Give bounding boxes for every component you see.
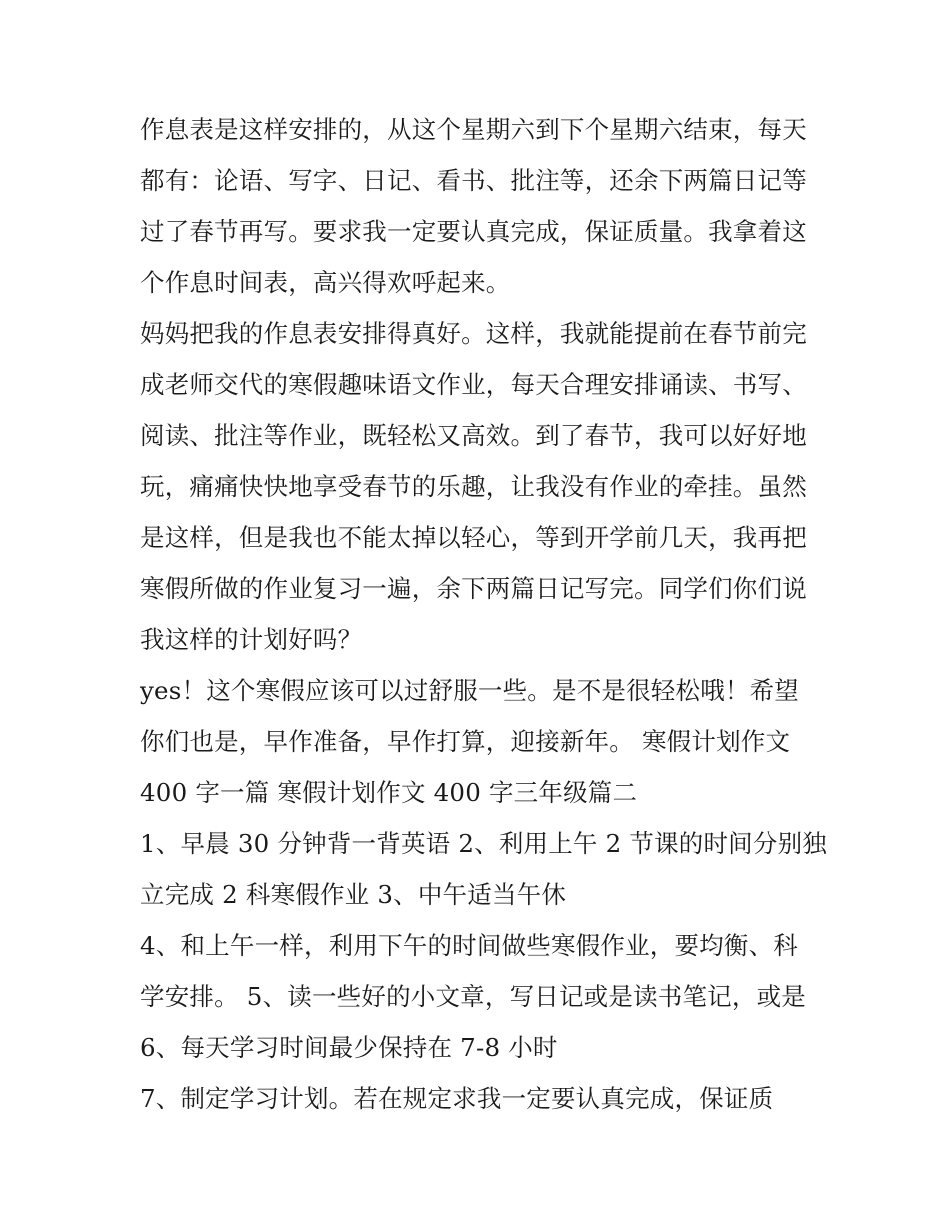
- text-line: 作息表是这样安排的，从这个星期六到下个星期六结束，每天: [140, 115, 807, 144]
- text-line: yes！这个寒假应该可以过舒服一些。是不是很轻松哦！希望: [140, 676, 800, 705]
- text-line: 我这样的计划好吗？: [140, 625, 363, 654]
- text-line: 4、和上午一样，利用下午的时间做些寒假作业，要均衡、科: [140, 931, 798, 960]
- text-line: 学安排。 5、读一些好的小文章，写日记或是读书笔记，或是: [140, 982, 806, 1011]
- text-line: 立完成 2 科寒假作业 3、中午适当午休: [140, 880, 567, 909]
- text-line: 寒假所做的作业复习一遍，余下两篇日记写完。同学们你们说: [140, 574, 807, 603]
- text-line: 你们也是，早作准备，早作打算，迎接新年。 寒假计划作文: [140, 727, 791, 756]
- text-line: 过了春节再写。要求我一定要认真完成，保证质量。我拿着这: [140, 217, 807, 246]
- text-line: 妈妈把我的作息表安排得真好。这样，我就能提前在春节前完: [140, 319, 807, 348]
- text-line: 6、每天学习时间最少保持在 7-8 小时: [140, 1033, 558, 1062]
- text-line: 是这样，但是我也不能太掉以轻心，等到开学前几天，我再把: [140, 523, 807, 552]
- text-line: 1、早晨 30 分钟背一背英语 2、利用上午 2 节课的时间分别独: [140, 829, 827, 858]
- document-body: [140, 104, 827, 1124]
- text-line: 个作息时间表，高兴得欢呼起来。: [140, 268, 511, 297]
- text-line: 成老师交代的寒假趣味语文作业，每天合理安排诵读、书写、: [140, 370, 807, 399]
- text-line: 400 字一篇 寒假计划作文 400 字三年级篇二: [140, 778, 638, 807]
- text-line: 阅读、批注等作业，既轻松又高效。到了春节，我可以好好地: [140, 421, 807, 450]
- text-line: 都有：论语、写字、日记、看书、批注等，还余下两篇日记等: [140, 166, 807, 195]
- text-line: 玩，痛痛快快地享受春节的乐趣，让我没有作业的牵挂。虽然: [140, 472, 807, 501]
- text-line: 7、制定学习计划。若在规定求我一定要认真完成，保证质: [140, 1084, 774, 1113]
